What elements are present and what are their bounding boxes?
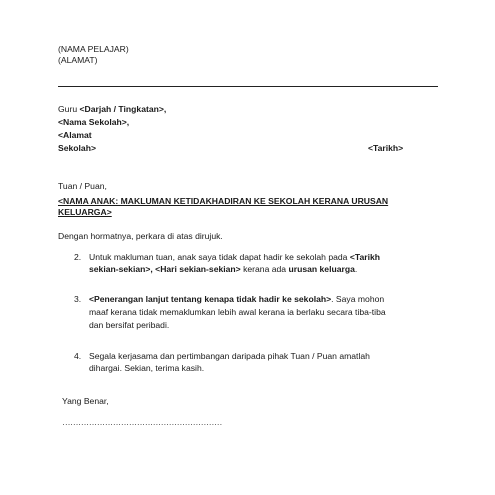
item-3-reason-placeholder: <Penerangan lanjut tentang kenapa tidak hadir ke sekolah> — [89, 294, 332, 304]
signature-line: …………………………………………………… — [62, 417, 222, 427]
sender-name: (NAMA PELAJAR) — [58, 44, 129, 54]
item-number: 3. — [74, 294, 82, 304]
recipient-line-1 — [58, 104, 166, 115]
item-2-line-2 — [89, 264, 357, 275]
item-number: 4. — [74, 351, 82, 361]
opening-line: Dengan hormatnya, perkara di atas dirujuk. — [58, 231, 223, 241]
closing: Yang Benar, — [62, 396, 109, 406]
subject-line-2: KELUARGA> — [58, 207, 112, 217]
item-2-text: Untuk makluman tuan, anak saya tidak dapat hadir ke sekolah pada — [89, 252, 348, 262]
recipient-prefix: Guru — [58, 104, 78, 114]
item-3-line-1 — [89, 294, 384, 305]
recipient-school-address-1: <Alamat — [58, 130, 92, 140]
item-2-date-placeholder-end: sekian-sekian>, — [89, 264, 153, 274]
item-2-reason: urusan keluarga — [288, 264, 355, 274]
subject-line-1: <NAMA ANAK: MAKLUMAN KETIDAKHADIRAN KE SEKOLAH KERANA URUSAN — [58, 196, 389, 206]
item-2-period: . — [354, 264, 358, 274]
item-2-day-placeholder: <Hari sekian-sekian> — [155, 264, 241, 274]
recipient-school-address-2: Sekolah> — [58, 143, 96, 153]
sender-address: (ALAMAT) — [58, 55, 98, 65]
salutation: Tuan / Puan, — [58, 181, 107, 191]
item-3-line-2: maaf kerana tidak memaklumkan lebih awal kerana ia berlaku secara tiba-tiba — [89, 307, 386, 317]
item-4-line-1: Segala kerjasama dan pertimbangan daripada pihak Tuan / Puan amatlah — [89, 351, 370, 361]
item-number: 2. — [74, 252, 82, 262]
item-3-text: . Saya mohon — [331, 294, 385, 304]
item-2-date-placeholder: <Tarikh — [349, 252, 381, 262]
item-2-text-2: kerana ada — [243, 264, 287, 274]
header-divider — [58, 86, 438, 87]
item-3-line-3: dan bersifat peribadi. — [89, 320, 170, 330]
recipient-school-name: <Nama Sekolah>, — [58, 117, 130, 127]
recipient-class: <Darjah / Tingkatan>, — [79, 104, 167, 114]
item-4-line-2: dihargai. Sekian, terima kasih. — [89, 363, 205, 373]
item-2-line-1 — [89, 252, 380, 263]
letter-date: <Tarikh> — [368, 143, 404, 153]
